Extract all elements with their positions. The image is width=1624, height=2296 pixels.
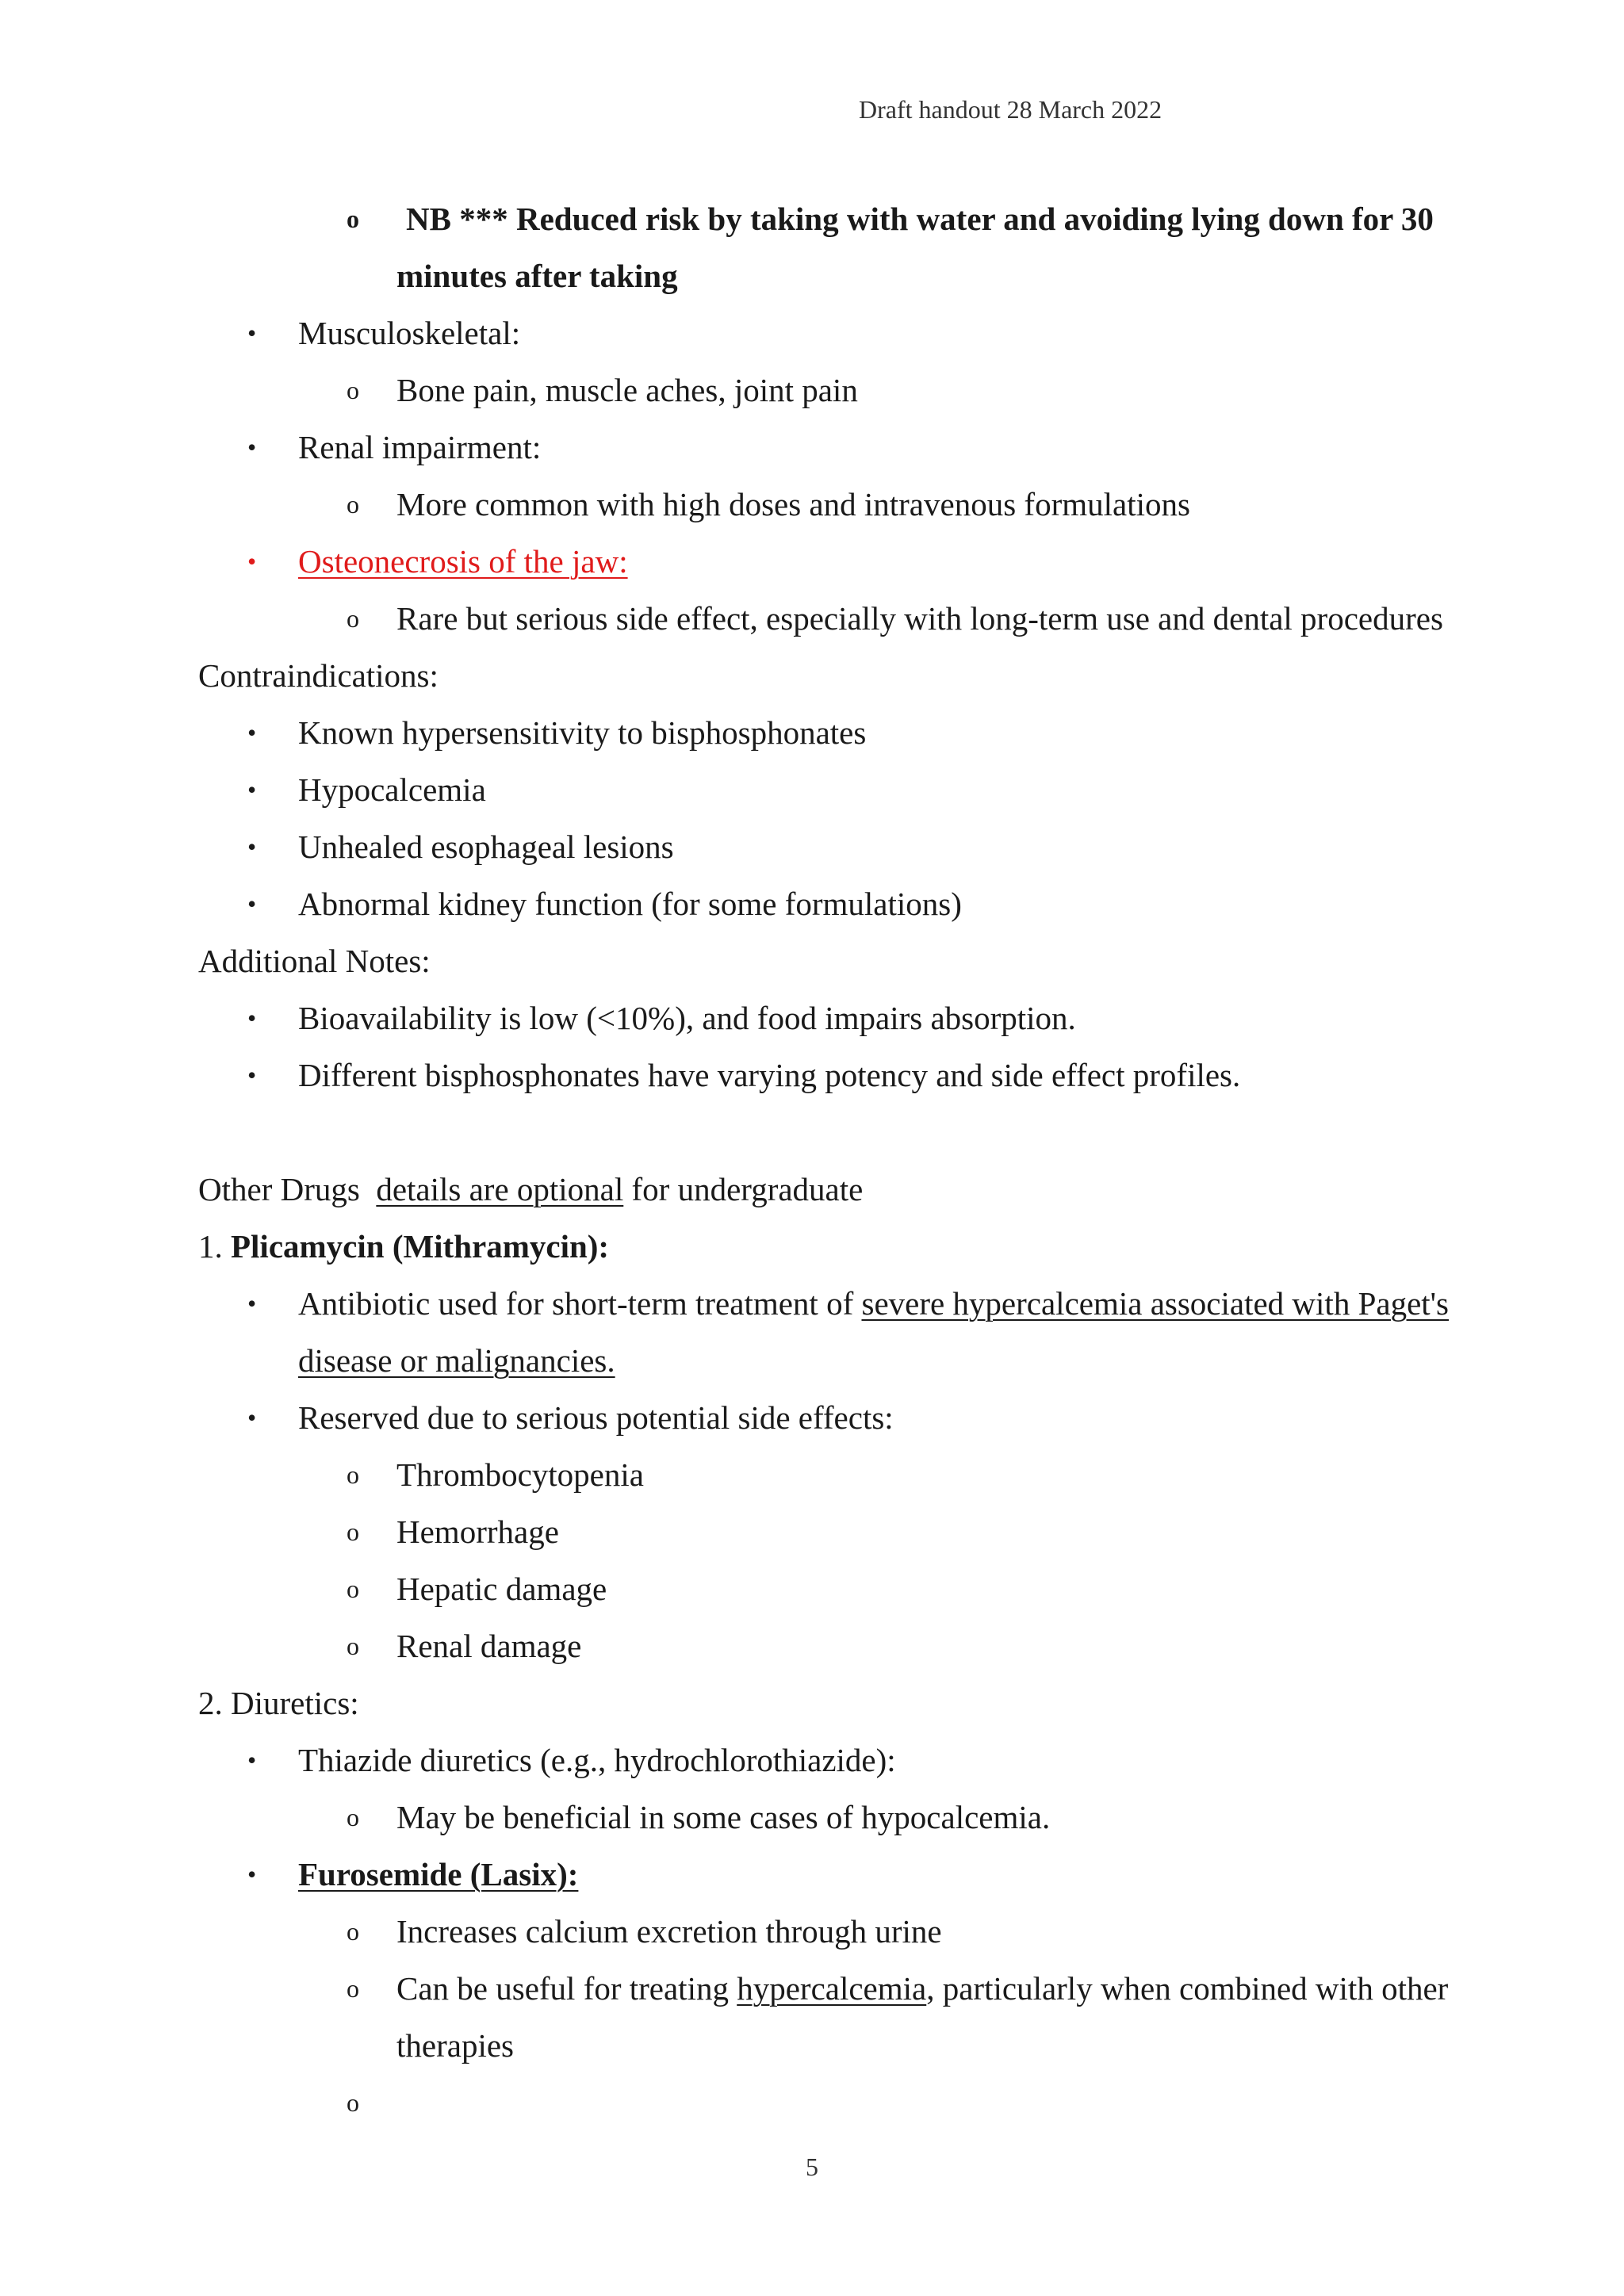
bullet: • xyxy=(247,890,257,918)
list-item xyxy=(198,761,1483,818)
list-item-text: Thrombocytopenia xyxy=(396,1456,644,1493)
bullet: • xyxy=(247,718,257,747)
list-item xyxy=(198,476,1483,533)
page-number: 5 xyxy=(806,2152,818,2181)
bullet: • xyxy=(247,775,257,804)
list-item xyxy=(198,590,1483,647)
list-item-text: Increases calcium excretion through urine xyxy=(396,1913,942,1950)
bullet: • xyxy=(247,1289,257,1318)
sub-bullet: o xyxy=(347,490,359,519)
list-item xyxy=(198,1389,1483,1446)
nb-warning-text-cont: minutes after taking xyxy=(396,258,678,294)
bullet: • xyxy=(247,433,257,461)
bullet: • xyxy=(247,547,257,576)
list-item xyxy=(198,989,1483,1047)
sub-bullet: o xyxy=(347,1917,359,1946)
list-item-text: More common with high doses and intravenous formulations xyxy=(396,486,1190,522)
list-item xyxy=(198,1789,1483,1846)
list-item-continuation xyxy=(198,1332,1483,1389)
document-body xyxy=(198,190,1483,2131)
list-item-text: Bioavailability is low (<10%), and food impairs absorption. xyxy=(298,1000,1076,1036)
section-heading-other-drugs xyxy=(198,1161,1483,1218)
bullet: • xyxy=(247,1746,257,1774)
drug-heading: 2. Diuretics: xyxy=(198,1685,359,1721)
heading-text: for undergraduate xyxy=(631,1171,864,1207)
list-item-text: Bone pain, muscle aches, joint pain xyxy=(396,372,858,408)
list-item-text: Can be useful for treating xyxy=(396,1970,729,2007)
list-item xyxy=(198,875,1483,932)
sub-bullet: o xyxy=(347,205,359,233)
list-item-text: therapies xyxy=(396,2027,514,2064)
sub-bullet: o xyxy=(347,376,359,404)
nb-warning-text: NB *** Reduced risk by taking with water and avoiding lying down for 30 xyxy=(406,201,1434,237)
list-item-text: Hemorrhage xyxy=(396,1513,559,1550)
list-item-text: Abnormal kidney function (for some formulations) xyxy=(298,886,962,922)
sub-bullet: o xyxy=(347,1517,359,1546)
bullet: • xyxy=(247,1403,257,1432)
furosemide-title: Furosemide (Lasix): xyxy=(298,1856,579,1892)
list-item xyxy=(198,1732,1483,1789)
drug-number: 1. xyxy=(198,1228,223,1265)
sub-bullet: o xyxy=(347,604,359,633)
list-item xyxy=(198,533,1483,590)
list-item-continuation xyxy=(198,2017,1483,2074)
list-item-text: , particularly when combined with other xyxy=(926,1970,1449,2007)
list-item-text: Unhealed esophageal lesions xyxy=(298,828,674,865)
list-item xyxy=(198,1560,1483,1617)
blank-line xyxy=(198,1104,1483,1161)
list-item-text: Thiazide diuretics (e.g., hydrochlorothiazide): xyxy=(298,1742,896,1778)
heading-text: Other Drugs xyxy=(198,1171,360,1207)
list-item-text: Reserved due to serious potential side effects: xyxy=(298,1399,894,1436)
bullet: • xyxy=(247,319,257,347)
drug-title: Plicamycin (Mithramycin): xyxy=(231,1228,610,1265)
list-item xyxy=(198,818,1483,875)
list-item xyxy=(198,1846,1483,1903)
list-item-text: Hypocalcemia xyxy=(298,771,486,808)
drug-heading xyxy=(198,1218,1483,1275)
list-item-continuation xyxy=(198,247,1483,304)
bullet: • xyxy=(247,1061,257,1089)
list-item xyxy=(198,704,1483,761)
list-item-text: Different bisphosphonates have varying potency and side effect profiles. xyxy=(298,1057,1241,1093)
onj-heading-text: Osteonecrosis of the jaw: xyxy=(298,543,628,580)
list-item-text: Renal impairment: xyxy=(298,429,542,465)
sub-bullet: o xyxy=(347,1460,359,1489)
list-item xyxy=(198,1047,1483,1104)
page-header: Draft handout 28 March 2022 xyxy=(859,95,1162,124)
list-item xyxy=(198,1617,1483,1674)
list-item-text: Musculoskeletal: xyxy=(298,315,521,351)
bullet: • xyxy=(247,1860,257,1888)
sub-bullet: o xyxy=(347,1575,359,1603)
sub-bullet: o xyxy=(347,1803,359,1831)
optional-note: details are optional xyxy=(376,1171,624,1207)
list-item xyxy=(198,304,1483,362)
bullet: • xyxy=(247,1004,257,1032)
list-item xyxy=(198,362,1483,419)
list-item xyxy=(198,419,1483,476)
underlined-text: disease or malignancies. xyxy=(298,1342,615,1379)
list-item-text: May be beneficial in some cases of hypocalcemia. xyxy=(396,1799,1051,1835)
list-item xyxy=(198,1960,1483,2017)
empty-text xyxy=(396,2084,404,2121)
sub-bullet: o xyxy=(347,1974,359,2003)
section-heading: Additional Notes: xyxy=(198,943,431,979)
sub-bullet: o xyxy=(347,1632,359,1660)
list-item-text: Antibiotic used for short-term treatment of xyxy=(298,1285,854,1322)
underlined-text: hypercalcemia xyxy=(737,1970,927,2007)
list-item-text: Rare but serious side effect, especially with long-term use and dental procedures xyxy=(396,600,1443,637)
list-item-text: Hepatic damage xyxy=(396,1571,607,1607)
bullet: • xyxy=(247,832,257,861)
list-item xyxy=(198,190,1483,247)
list-item xyxy=(198,1446,1483,1503)
list-item-text: Known hypersensitivity to bisphosphonates xyxy=(298,714,867,751)
underlined-text: severe hypercalcemia associated with Paget's xyxy=(861,1285,1450,1322)
list-item xyxy=(198,1275,1483,1332)
list-item xyxy=(198,1503,1483,1560)
empty-list-item xyxy=(198,2074,1483,2131)
list-item-text: Renal damage xyxy=(396,1628,582,1664)
section-heading: Contraindications: xyxy=(198,657,439,694)
sub-bullet: o xyxy=(347,2088,359,2117)
list-item xyxy=(198,1903,1483,1960)
